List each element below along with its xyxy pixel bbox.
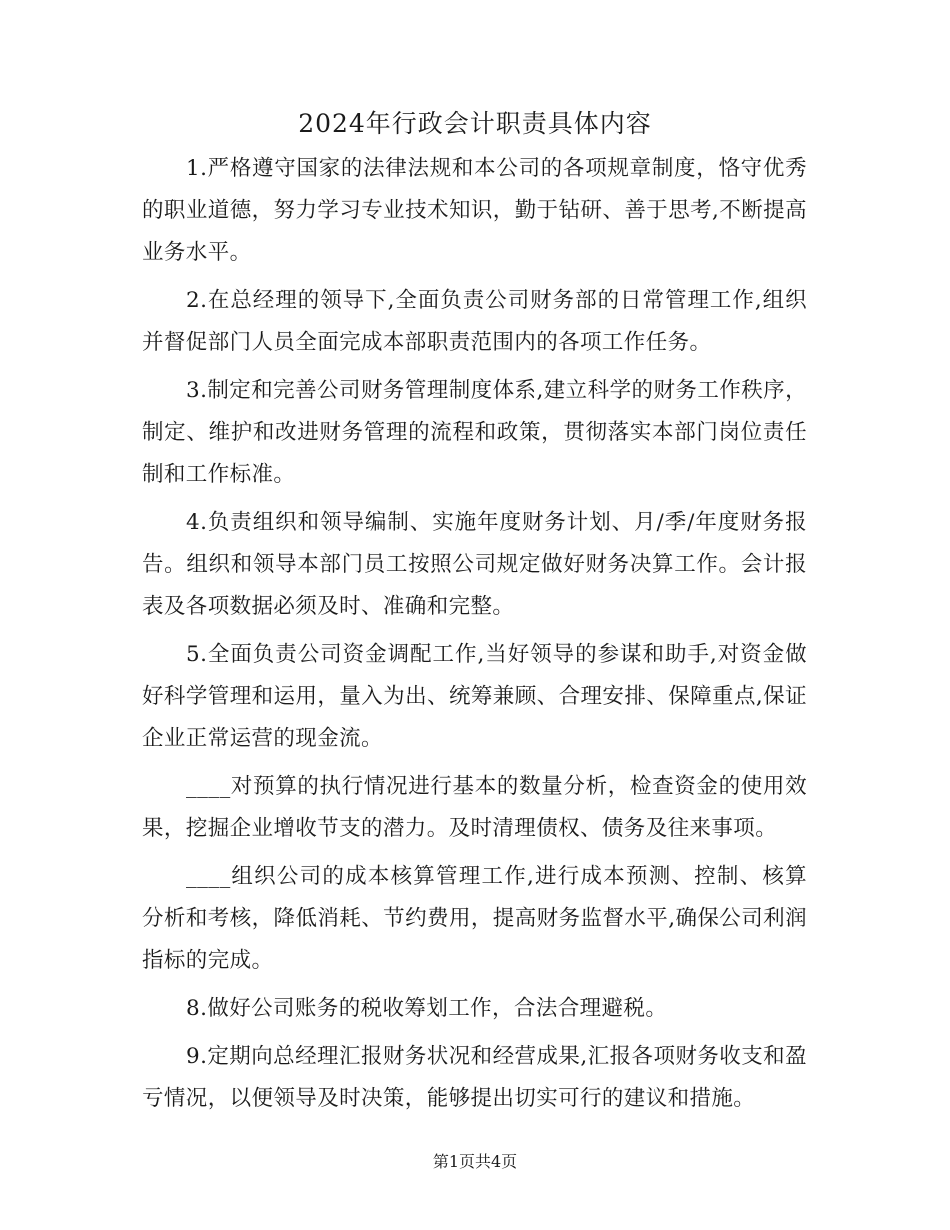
page-footer: 第1页共4页 — [432, 1152, 518, 1171]
paragraph-7: ____组织公司的成本核算管理工作,进行成本预测、控制、核算分析和考核，降低消耗、节约费用，提高财务监督水平,确保公司利润指标的完成。 — [142, 864, 807, 973]
paragraph-3: 3.制定和完善公司财务管理制度体系,建立科学的财务工作秩序，制定、维护和改进财务管理的流程和政策，贯彻落实本部门岗位责任制和工作标准。 — [142, 378, 807, 487]
paragraph-8: 8.做好公司账务的税收筹划工作，合法合理避税。 — [186, 996, 668, 1021]
paragraph-6: ____对预算的执行情况进行基本的数量分析，检查资金的使用效果，挖掘企业增收节支的潜力。及时清理债权、债务及往来事项。 — [142, 774, 807, 841]
document-body — [142, 148, 807, 1126]
paragraph-4: 4.负责组织和领导编制、实施年度财务计划、月/季/年度财务报告。组织和领导本部门员工按照公司规定做好财务决算工作。会计报表及各项数据必须及时、准确和完整。 — [142, 510, 807, 619]
paragraph-1: 1.严格遵守国家的法律法规和本公司的各项规章制度，恪守优秀的职业道德，努力学习专业技术知识，勤于钻研、善于思考,不断提高业务水平。 — [142, 156, 807, 265]
document-title: 2024年行政会计职责具体内容 — [298, 109, 652, 138]
paragraph-5: 5.全面负责公司资金调配工作,当好领导的参谋和助手,对资金做好科学管理和运用，量入为出、统筹兼顾、合理安排、保障重点,保证企业正常运营的现金流。 — [142, 642, 807, 751]
paragraph-2: 2.在总经理的领导下,全面负责公司财务部的日常管理工作,组织并督促部门人员全面完成本部职责范围内的各项工作任务。 — [142, 288, 807, 355]
paragraph-9: 9.定期向总经理汇报财务状况和经营成果,汇报各项财务收支和盈亏情况，以便领导及时决策，能够提出切实可行的建议和措施。 — [142, 1044, 807, 1111]
